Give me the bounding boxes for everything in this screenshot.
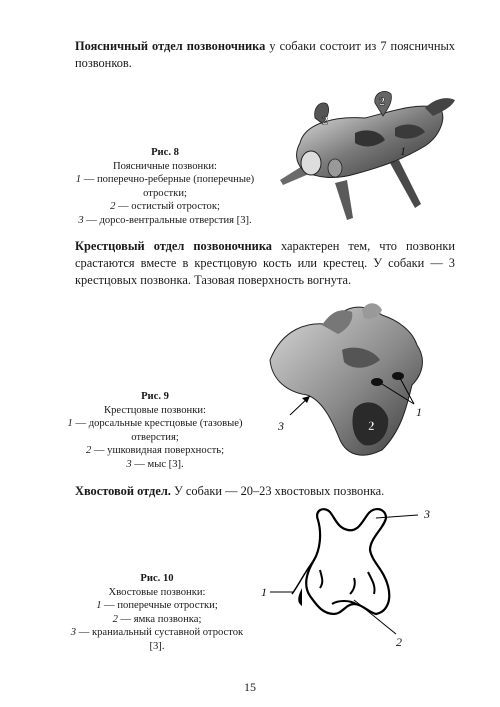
- caudal-heading: Хвостовой отдел.: [75, 484, 171, 498]
- figure-9-heading: Крестцовые позвонки:: [104, 404, 206, 416]
- fig9-label: 1: [416, 405, 422, 419]
- figure-10-heading: Хвостовые позвонки:: [108, 586, 206, 598]
- paragraph-lumbar: [75, 38, 455, 72]
- fig8-label: 1: [355, 170, 361, 184]
- caption-item: — мыс [3].: [131, 458, 184, 470]
- caudal-vertebra-illustration: [258, 500, 448, 660]
- caption-item: — остистый отросток;: [115, 201, 220, 213]
- caudal-text: У собаки — 20–23 хвостовых позвонка.: [170, 484, 385, 498]
- sacral-text: характерен тем, что позвонки срастаются вместе в крестцовую кость или крестец. У собаки — 3 крестцовых позвонка. Тазовая поверхность вогнута.: [75, 239, 455, 287]
- fig10-label: 3: [424, 507, 430, 521]
- caption-num: 3: [126, 458, 132, 470]
- caption-item: — дорсальные крестцовые (тазовые) отверстия;: [72, 418, 243, 443]
- caption-item: — ушковидная поверхность;: [91, 445, 225, 457]
- caption-num: 2: [110, 201, 116, 213]
- caption-num: 1: [75, 174, 82, 186]
- lumbar-text: у собаки состоит из 7 поясничных позвонков.: [75, 39, 455, 70]
- lumbar-vertebrae-illustration: [275, 88, 460, 223]
- page-number: 15: [244, 680, 256, 694]
- fig8-label: 2: [379, 94, 385, 108]
- caption-item: — поперечно-реберные (поперечные) отростки;: [81, 174, 255, 199]
- caption-num: 2: [112, 613, 118, 625]
- caption-num: 1: [67, 418, 73, 430]
- figure-9-caption: [55, 390, 255, 472]
- caption-item: — поперечные отростки;: [101, 600, 218, 612]
- figure-10-caption: [62, 572, 252, 654]
- fig8-label: 2: [322, 113, 328, 127]
- paragraph-sacral: [75, 238, 455, 289]
- fig9-label: 2: [368, 418, 375, 433]
- figure-10-title: Рис. 10: [140, 573, 174, 584]
- caption-num: 3: [70, 627, 77, 639]
- paragraph-caudal: [75, 483, 455, 500]
- caption-num: 3: [78, 214, 84, 226]
- caption-item: — ямка позвонка;: [117, 613, 202, 625]
- lumbar-heading: Поясничный отдел позвоночника: [75, 39, 266, 53]
- fig10-label: 1: [261, 585, 267, 599]
- caption-num: 1: [96, 600, 102, 612]
- figure-9-title: Рис. 9: [141, 391, 169, 402]
- fig9-label: 3: [278, 419, 284, 433]
- fig8-label: 1: [400, 144, 406, 158]
- sacral-heading: Крестцовый отдел позвоночника: [75, 239, 272, 253]
- figure-8-caption: [60, 146, 270, 228]
- sacral-vertebrae-illustration: [262, 300, 452, 465]
- caption-num: 2: [85, 445, 92, 457]
- fig10-label: 2: [396, 635, 402, 649]
- caption-item: — краниальный суставной отросток [3].: [76, 627, 244, 652]
- caption-item: — дорсо-вентральные отверстия [3].: [83, 214, 252, 226]
- figure-8-heading: Поясничные позвонки:: [113, 160, 217, 172]
- figure-8-title: Рис. 8: [151, 147, 179, 158]
